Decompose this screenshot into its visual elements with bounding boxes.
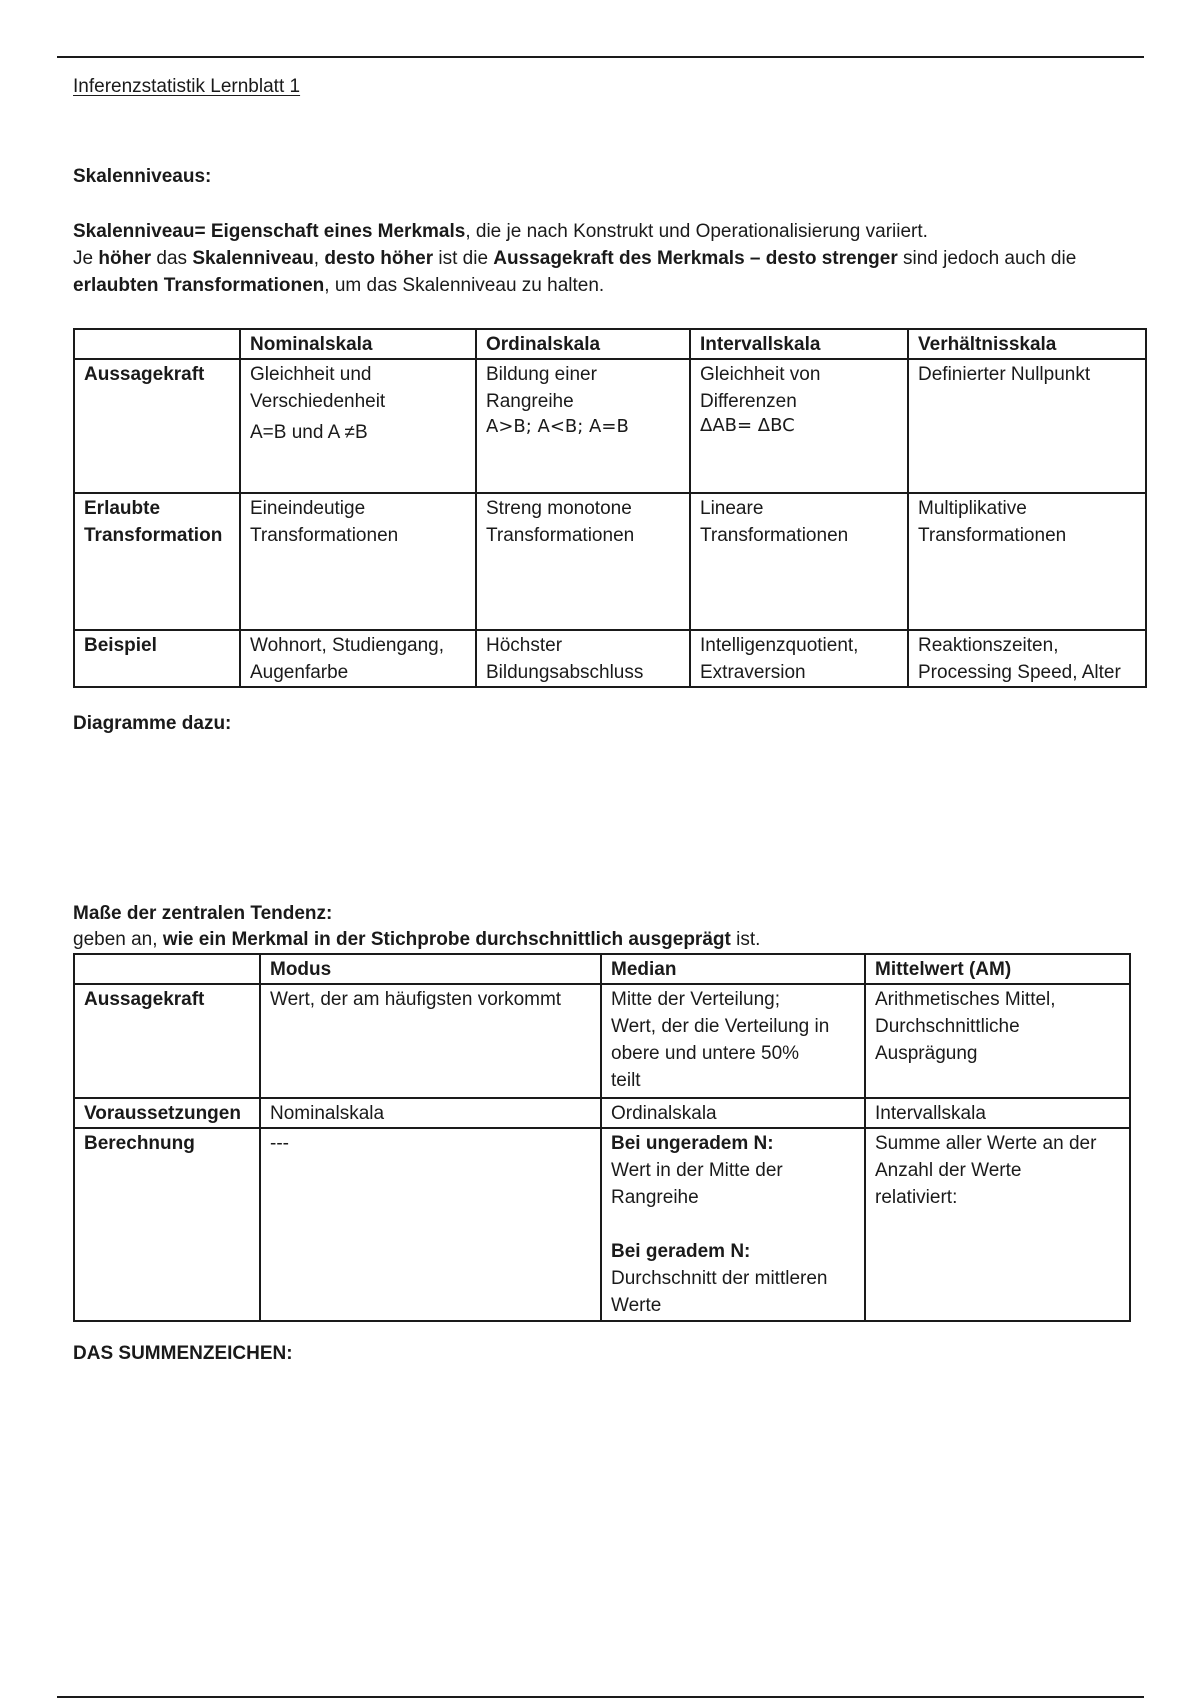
table-cell bbox=[476, 359, 690, 493]
intro-bold: desto höher bbox=[324, 248, 434, 269]
table-cell bbox=[908, 359, 1146, 493]
cell-line: Multiplikative bbox=[918, 498, 1027, 519]
intro-text: sind jedoch auch die bbox=[897, 248, 1077, 269]
row-label: Beispiel bbox=[74, 630, 240, 687]
table-header-cell: Verhältnisskala bbox=[908, 329, 1146, 359]
cell-line: Bildung einer bbox=[486, 364, 597, 385]
intro-text: , bbox=[313, 248, 325, 269]
intro-line-2 bbox=[73, 245, 1153, 272]
cell-line: Verschiedenheit bbox=[250, 391, 386, 412]
table-header-cell: Median bbox=[601, 954, 865, 984]
intro-line-1-rest: , die je nach Konstrukt und Operationalisierung variiert. bbox=[465, 221, 928, 242]
table-row bbox=[74, 630, 1146, 687]
cell-line: Reaktionszeiten, bbox=[918, 635, 1059, 656]
cell-line: teilt bbox=[611, 1070, 641, 1091]
cell-line: Wert, der die Verteilung in bbox=[611, 1016, 830, 1037]
cell-line: ΔAB= ΔBC bbox=[700, 415, 795, 436]
cell-line: Intelligenzquotient, bbox=[700, 635, 859, 656]
table-row bbox=[74, 493, 1146, 630]
cell-line: Wert, der am häufigsten vorkommt bbox=[270, 989, 562, 1010]
cell-line: Streng monotone bbox=[486, 498, 632, 519]
row-label: Aussagekraft bbox=[74, 984, 260, 1098]
intro-line-3 bbox=[73, 272, 1153, 299]
cell-line: Bildungsabschluss bbox=[486, 662, 644, 683]
skalenniveau-table bbox=[73, 328, 1147, 688]
cell-subheading: Bei geradem N: bbox=[611, 1241, 751, 1262]
cell-line: Durchschnitt der mittleren bbox=[611, 1268, 828, 1289]
cell-line: Wert in der Mitte der bbox=[611, 1160, 783, 1181]
intro-bold: Skalenniveau bbox=[192, 248, 314, 269]
cell-line: Transformationen bbox=[918, 525, 1067, 546]
table-cell bbox=[908, 630, 1146, 687]
cell-line: Extraversion bbox=[700, 662, 806, 683]
intro-text: ist die bbox=[433, 248, 494, 269]
cell-line: Mitte der Verteilung; bbox=[611, 989, 780, 1010]
cell-line: Gleichheit und bbox=[250, 364, 372, 385]
intro-bold: höher bbox=[98, 248, 152, 269]
cell-line: Transformationen bbox=[250, 525, 399, 546]
cell-line: A>B; A<B; A=B bbox=[486, 416, 629, 437]
cell-subheading: Bei ungeradem N: bbox=[611, 1133, 774, 1154]
section-heading-skalenniveaus: Skalenniveaus: bbox=[73, 166, 212, 187]
table-cell bbox=[601, 984, 865, 1098]
cell-line: Rangreihe bbox=[486, 391, 574, 412]
cell-line: relativiert: bbox=[875, 1187, 958, 1208]
cell-spacer bbox=[611, 1211, 855, 1238]
intro-line-1 bbox=[73, 218, 1153, 245]
cell-line: Transformationen bbox=[700, 525, 849, 546]
table-header-cell bbox=[74, 329, 240, 359]
table-header-cell: Modus bbox=[260, 954, 601, 984]
table-cell: Intervallskala bbox=[865, 1098, 1130, 1128]
cell-line: Eineindeutige bbox=[250, 498, 366, 519]
cell-line: Transformationen bbox=[486, 525, 635, 546]
table-cell bbox=[865, 1128, 1130, 1321]
cell-line: Processing Speed, Alter bbox=[918, 662, 1121, 683]
table-cell bbox=[908, 493, 1146, 630]
section2-subline bbox=[73, 926, 1153, 953]
subline-text: geben an, bbox=[73, 929, 163, 950]
table-cell bbox=[240, 359, 476, 493]
cell-line: Gleichheit von bbox=[700, 364, 821, 385]
cell-line: Arithmetisches Mittel, bbox=[875, 989, 1056, 1010]
table-cell bbox=[240, 493, 476, 630]
table-cell bbox=[476, 630, 690, 687]
cell-line: Durchschnittliche bbox=[875, 1016, 1020, 1037]
table-header-cell bbox=[74, 954, 260, 984]
row-label: Berechnung bbox=[74, 1128, 260, 1321]
cell-line: Rangreihe bbox=[611, 1187, 699, 1208]
cell-line: Werte bbox=[611, 1295, 662, 1316]
intro-bold: Aussagekraft des Merkmals – desto strenger bbox=[493, 248, 898, 269]
table-header-cell: Nominalskala bbox=[240, 329, 476, 359]
cell-line: obere und untere 50% bbox=[611, 1043, 800, 1064]
cell-line: Höchster bbox=[486, 635, 563, 656]
table-cell: Ordinalskala bbox=[601, 1098, 865, 1128]
cell-line: Summe aller Werte an der bbox=[875, 1133, 1097, 1154]
bottom-rule bbox=[57, 1696, 1144, 1698]
table-header-row bbox=[74, 954, 1130, 984]
table-cell bbox=[260, 984, 601, 1098]
table-cell bbox=[690, 493, 908, 630]
table-header-cell: Mittelwert (AM) bbox=[865, 954, 1130, 984]
summenzeichen-heading: DAS SUMMENZEICHEN: bbox=[73, 1343, 293, 1364]
cell-line: Anzahl der Werte bbox=[875, 1160, 1022, 1181]
cell-line: Definierter Nullpunkt bbox=[918, 364, 1091, 385]
table-header-row bbox=[74, 329, 1146, 359]
table-row bbox=[74, 1128, 1130, 1321]
document-header-title: Inferenzstatistik Lernblatt 1 bbox=[73, 76, 301, 97]
cell-line: Transformation bbox=[84, 525, 223, 546]
table-header-cell: Intervallskala bbox=[690, 329, 908, 359]
table-cell bbox=[260, 1128, 601, 1321]
row-label: Aussagekraft bbox=[74, 359, 240, 493]
cell-line: --- bbox=[270, 1133, 289, 1154]
row-label: Voraussetzungen bbox=[74, 1098, 260, 1128]
intro-text: , um das Skalenniveau zu halten. bbox=[324, 275, 605, 296]
table-cell bbox=[690, 630, 908, 687]
table-cell bbox=[476, 493, 690, 630]
intro-line-1-bold: Skalenniveau= Eigenschaft eines Merkmals bbox=[73, 221, 466, 242]
table-cell bbox=[601, 1128, 865, 1321]
table-cell: Nominalskala bbox=[260, 1098, 601, 1128]
table-cell bbox=[865, 984, 1130, 1098]
table-row bbox=[74, 984, 1130, 1098]
table-cell bbox=[690, 359, 908, 493]
section-heading-zentrale-tendenz: Maße der zentralen Tendenz: bbox=[73, 903, 333, 924]
intro-bold: erlaubten Transformationen bbox=[73, 275, 325, 296]
cell-line: Lineare bbox=[700, 498, 764, 519]
zentrale-tendenz-table bbox=[73, 953, 1131, 1322]
cell-line: Erlaubte bbox=[84, 498, 161, 519]
cell-line: Differenzen bbox=[700, 391, 797, 412]
cell-line: Wohnort, Studiengang, bbox=[250, 635, 445, 656]
subline-bold: wie ein Merkmal in der Stichprobe durchschnittlich ausgeprägt bbox=[162, 929, 731, 950]
intro-text: das bbox=[151, 248, 193, 269]
table-cell bbox=[240, 630, 476, 687]
cell-line: Ausprägung bbox=[875, 1043, 978, 1064]
intro-text: Je bbox=[73, 248, 99, 269]
table-row bbox=[74, 1098, 1130, 1128]
top-rule bbox=[57, 56, 1144, 58]
cell-line: A=B und A ≠B bbox=[250, 422, 368, 443]
diagrams-heading: Diagramme dazu: bbox=[73, 713, 232, 734]
cell-line: Augenfarbe bbox=[250, 662, 349, 683]
table-row bbox=[74, 359, 1146, 493]
row-label bbox=[74, 493, 240, 630]
table-header-cell: Ordinalskala bbox=[476, 329, 690, 359]
subline-text: ist. bbox=[730, 929, 761, 950]
